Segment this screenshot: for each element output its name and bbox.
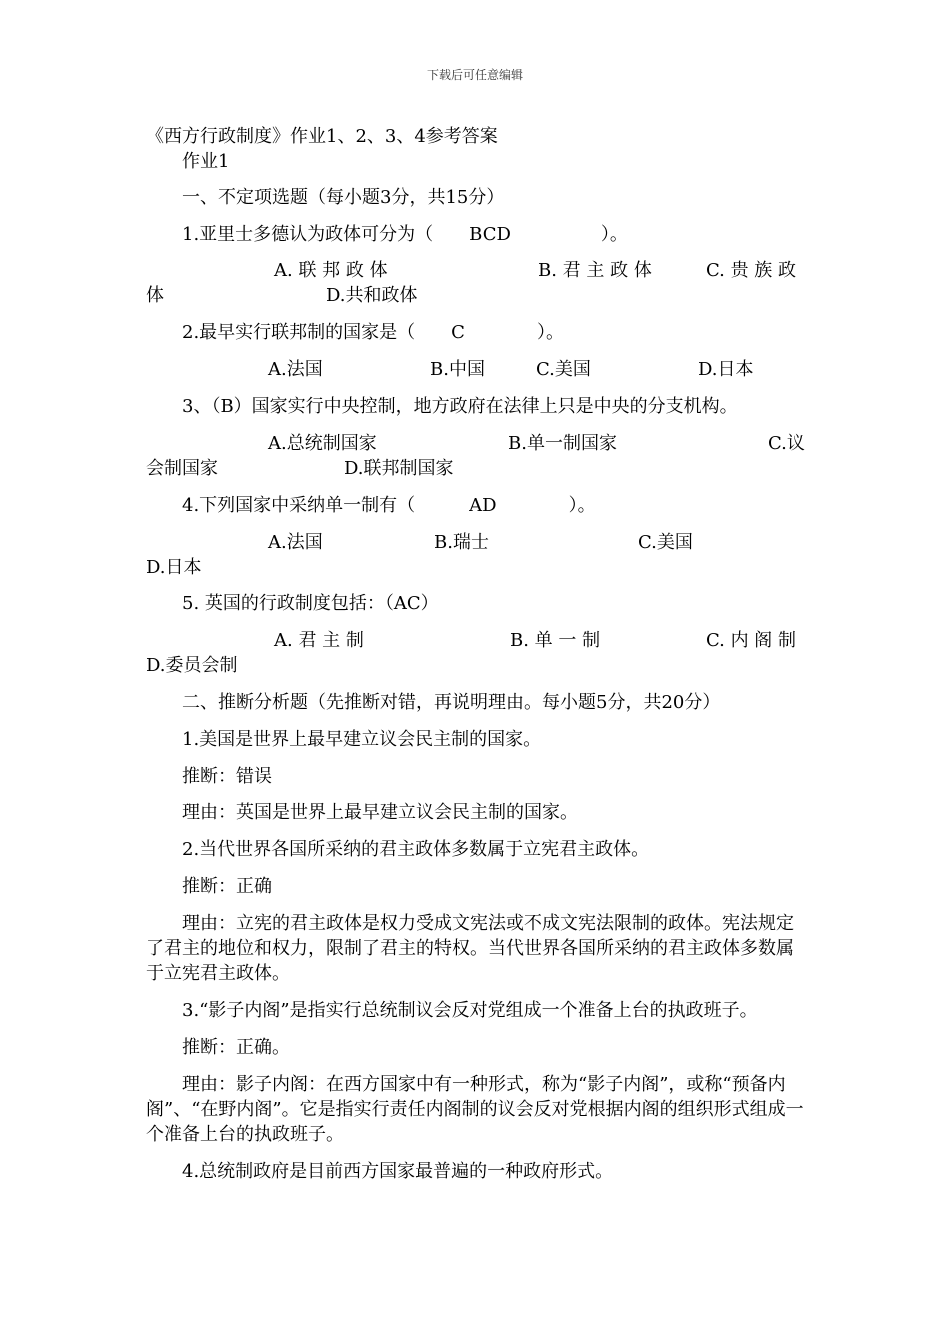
q4-option-d: D.日本: [146, 557, 202, 578]
judgment-2-verdict: 推断：正确: [182, 876, 272, 897]
judgment-1-verdict: 推断：错误: [182, 766, 272, 787]
question-5: 5. 英国的行政制度包括：（AC）: [182, 593, 439, 614]
q1-option-c: C. 贵 族 政: [706, 260, 797, 281]
question-3: 3、（B）国家实行中央控制，地方政府在法律上只是中央的分支机构。: [182, 396, 738, 417]
judgment-1-statement: 1.美国是世界上最早建立议会民主制的国家。: [182, 729, 542, 750]
judgment-3-reason: [146, 1072, 810, 1147]
q5-option-b: B. 单 一 制: [510, 630, 601, 651]
q3-option-c-cont: 会制国家: [146, 458, 218, 479]
q3-option-c: C.议: [768, 433, 805, 454]
document-title: 《西方行政制度》作业1、2、3、4参考答案: [146, 126, 498, 147]
judgment-3-statement: 3.“影子内阁”是指实行总统制议会反对党组成一个准备上台的执政班子。: [182, 1000, 758, 1021]
question-2: 2.最早实行联邦制的国家是（ C ）。: [182, 322, 564, 343]
judgment-2-statement: 2.当代世界各国所采纳的君主政体多数属于立宪君主政体。: [182, 839, 650, 860]
question-1: 1.亚里士多德认为政体可分为（ BCD ）。: [182, 224, 628, 245]
judgment-2-reason-text: 理由：立宪的君主政体是权力受成文宪法或不成文宪法限制的政体。宪法规定了君主的地位和权力，限制了君主的特权。当代世界各国所采纳的君主政体多数属于立宪君主政体。: [146, 913, 794, 984]
q5-option-d: D.委员会制: [146, 655, 238, 676]
section-heading-1: 一、不定项选题（每小题3分，共15分）: [182, 187, 505, 208]
q3-option-d: D.联邦制国家: [344, 458, 454, 479]
q1-option-a: A. 联 邦 政 体: [274, 260, 388, 281]
q5-option-a: A. 君 主 制: [274, 630, 364, 651]
q2-option-d: D.日本: [698, 359, 754, 380]
q2-option-b: B.中国: [430, 359, 485, 380]
q2-option-a: A.法国: [268, 359, 323, 380]
page-header: 下载后可任意编辑: [426, 68, 523, 82]
q3-option-a: A.总统制国家: [268, 433, 377, 454]
assignment-label: 作业1: [182, 151, 230, 172]
judgment-2-reason: [146, 911, 810, 986]
question-4: 4.下列国家中采纳单一制有（ AD ）。: [182, 495, 596, 516]
judgment-1-reason: 理由：英国是世界上最早建立议会民主制的国家。: [182, 802, 578, 823]
judgment-3-verdict: 推断：正确。: [182, 1037, 290, 1058]
judgment-4-statement: 4.总统制政府是目前西方国家最普遍的一种政府形式。: [182, 1161, 614, 1182]
q5-option-c: C. 内 阁 制: [706, 630, 797, 651]
section-heading-2: 二、推断分析题（先推断对错，再说明理由。每小题5分，共20分）: [182, 692, 721, 713]
judgment-3-reason-text: 理由：影子内阁：在西方国家中有一种形式，称为“影子内阁”，或称“预备内阁”、“在野内阁”。它是指实行责任内阁制的议会反对党根据内阁的组织形式组成一个准备上台的执政班子。: [146, 1074, 804, 1145]
q1-option-c-cont: 体: [146, 285, 164, 306]
q4-option-b: B.瑞士: [434, 532, 489, 553]
q1-option-b: B. 君 主 政 体: [538, 260, 652, 281]
q4-option-a: A.法国: [268, 532, 323, 553]
q1-option-d: D.共和政体: [326, 285, 418, 306]
q2-option-c: C.美国: [536, 359, 591, 380]
q3-option-b: B.单一制国家: [508, 433, 617, 454]
q4-option-c: C.美国: [638, 532, 693, 553]
